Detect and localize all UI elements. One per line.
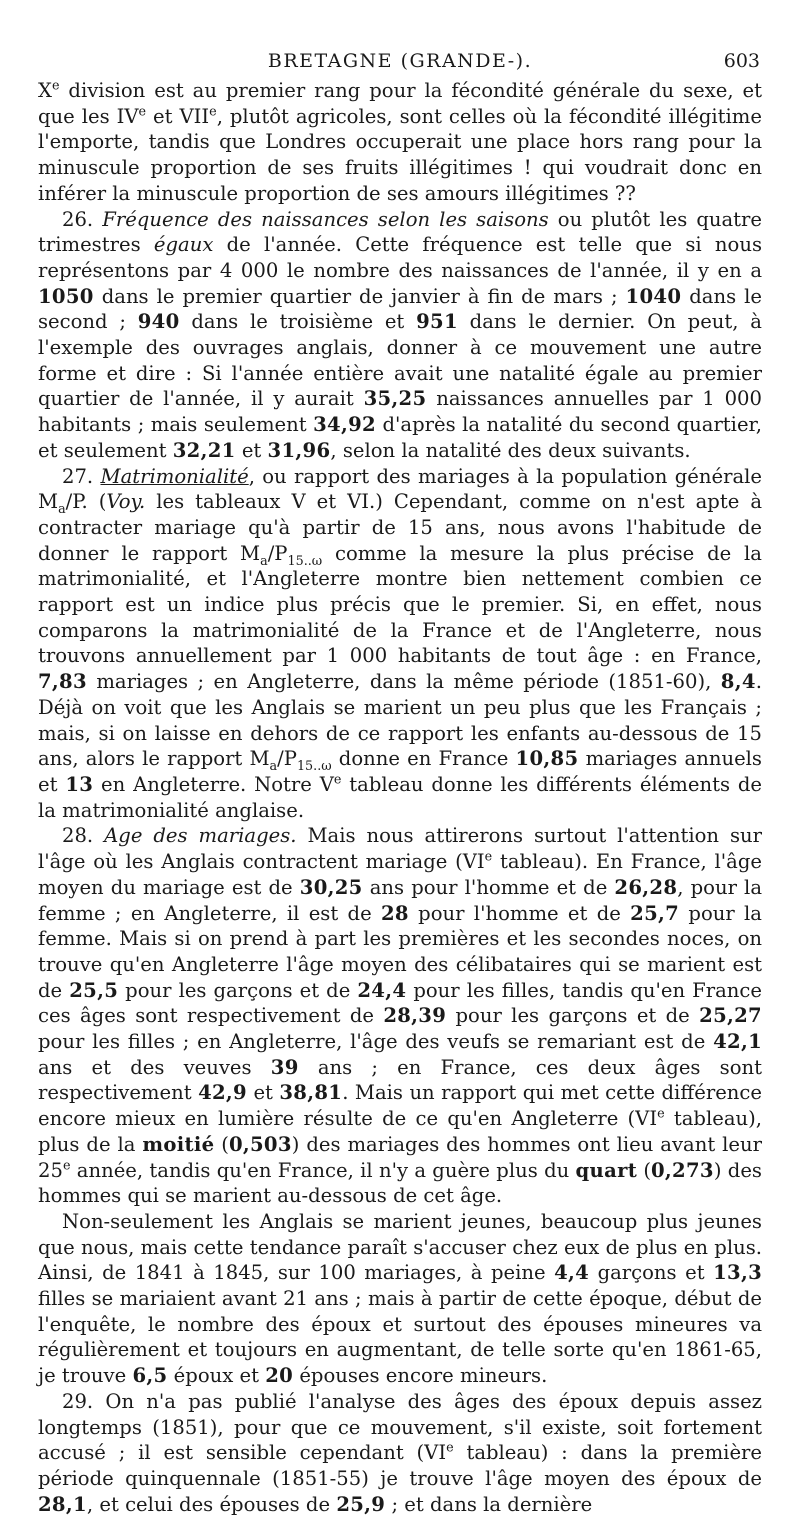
- page-header: [38, 50, 762, 90]
- paragraph-continuation: Xe division est au premier rang pour la fécondité générale du sexe, et que les IVe et VIIe, plutôt agricoles, sont celles où la fécondité illégitime l'emporte, tandis que Londres occuperait une place hors rang pour la minuscule proportion de ses fruits illégitimes ! qui voudrait donc en inférer la minuscule proportion de ses amours illégitimes ??: [38, 78, 762, 205]
- paragraph-26: 26. Fréquence des naissances selon les saisons ou plutôt les quatre trimestres égaux de l'année. Cette fréquence est telle que si nous représentons par 4 000 le nombre des naissances de l'année, il y en a 1050 dans le premier quartier de janvier à fin de mars ; 1040 dans le second ; 940 dans le troisième et 951 dans le dernier. On peut, à l'exemple des ouvrages anglais, donner à ce mouvement une autre forme et dire : Si l'année entière avait une natalité égale au premier quartier de l'année, il y aurait 35,25 naissances annuelles par 1 000 habitants ; mais seulement 34,92 d'après la natalité du second quartier, et seulement 32,21 et 31,96, selon la natalité des deux suivants.: [38, 207, 763, 462]
- section-number: 27.: [62, 464, 101, 488]
- section-number: 28.: [62, 824, 105, 848]
- paragraph-29: 29. On n'a pas publié l'analyse des âges des époux depuis assez longtemps (1851), pour que ce mouvement, s'il existe, soit fortement accusé ; il est sensible cependant (VIe tableau) : dans la première période quinquennale (1851-55) je trouve l'âge moyen des époux de 28,1, et celui des épouses de 25,9 ; et dans la dernière: [38, 1389, 762, 1516]
- section-title: Age des mariages.: [104, 824, 297, 848]
- running-title: BRETAGNE (GRANDE-).: [267, 50, 533, 72]
- paragraph-28: 28. Age des mariages. Mais nous attirerons surtout l'attention sur l'âge où les Anglais contractent mariage (VIe tableau). En France, l'âge moyen du mariage est de 30,25 ans pour l'homme et de 26,28, pour la femme ; en Angleterre, il est de 28 pour l'homme et de 25,7 pour la femme. Mais si on prend à part les premières et les secondes noces, on trouve qu'en Angleterre l'âge moyen des célibataires qui se marient est de 25,5 pour les garçons et de 24,4 pour les filles, tandis qu'en France ces âges sont respectivement de 28,39 pour les garçons et de 25,27 pour les filles ; en Angleterre, l'âge des veufs se remariant est de 42,1 ans et des veuves 39 ans ; en France, ces deux âges sont respectivement 42,9 et 38,81. Mais un rapport qui met cette différence encore mieux en lumière résulte de ce qu'en Angleterre (VIe tableau), plus de la moitié (0,503) des mariages des hommes ont lieu avant leur 25e année, tandis qu'en France, il n'y a guère plus du quart (0,273) des hommes qui se marient au-dessous de cet âge.: [38, 824, 763, 1208]
- paragraph-27: 27. Matrimonialité, ou rapport des mariages à la population générale $M_a/P$. (Voy. les tableaux V et VI.) Cependant, comme on n'est apte à contracter mariage qu'à partir de 15 ans, nous avons l'habitude de donner le rapport $M_a/P_{15..\omega}$ comme la mesure la plus précise de la matrimonialité, et l'Angleterre montre bien nettement combien ce rapport est un indice plus précis que le premier. Si, en effet, nous comparons la matrimonialité de la France et de l'Angleterre, nous trouvons annuellement par 1 000 habitants de tout âge : en France, 7,83 mariages ; en Angleterre, dans la même période (1851-60), 8,4. Déjà on voit que les Anglais se marient un peu plus que les Français ; mais, si on laisse en dehors de ce rapport les enfants au-dessous de 15 ans, alors le rapport $M_a/P_{15..\omega}$ donne en France 10,85 mariages annuels et 13 en Angleterre. Notre Ve tableau donne les différents éléments de la matrimonialité anglaise.: [38, 464, 762, 822]
- body-text: [38, 78, 762, 1517]
- book-page: [0, 50, 800, 1526]
- section-title: Fréquence des naissances selon les saisons: [102, 207, 549, 231]
- section-number: 26.: [62, 207, 103, 231]
- page-number: 603: [723, 50, 760, 72]
- section-title: Matrimonialité: [100, 464, 249, 488]
- section-number: 29.: [62, 1389, 106, 1413]
- paragraph-28-continued: Non-seulement les Anglais se marient jeunes, beaucoup plus jeunes que nous, mais cette tendance paraît s'accuser chez eux de plus en plus. Ainsi, de 1841 à 1845, sur 100 mariages, à peine 4,4 garçons et 13,3 filles se mariaient avant 21 ans ; mais à partir de cette époque, début de l'enquête, le nombre des époux et surtout des épouses mineures va régulièrement et toujours en augmentant, de telle sorte qu'en 1861-65, je trouve 6,5 époux et 20 épouses encore mineurs.: [38, 1209, 762, 1388]
